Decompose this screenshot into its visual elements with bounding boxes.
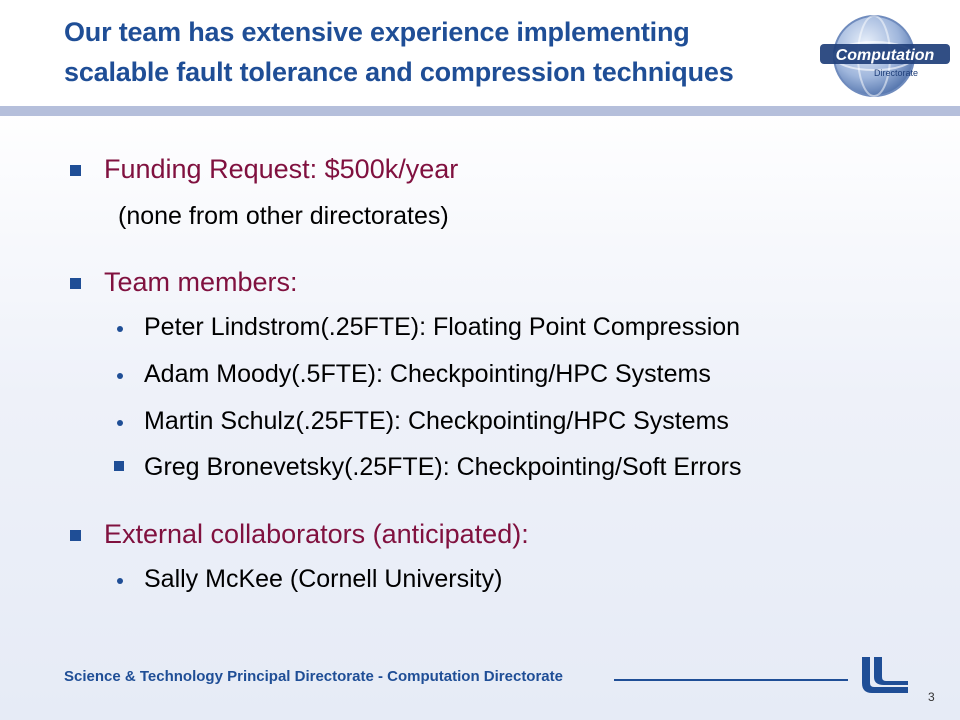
external-collaborators-heading: External collaborators (anticipated): (104, 519, 529, 549)
round-bullet-icon (117, 578, 123, 584)
round-bullet-icon (117, 420, 123, 426)
logo-text-sub: Directorate (873, 68, 919, 78)
funding-note: (none from other directorates) (118, 202, 449, 230)
square-bullet-icon (70, 278, 81, 289)
team-member-item: Adam Moody(.5FTE): Checkpointing/HPC Systems (144, 360, 711, 388)
round-bullet-icon (117, 326, 123, 332)
funding-request: Funding Request: $500k/year (104, 154, 459, 184)
square-bullet-icon (114, 461, 124, 471)
team-member-item: Martin Schulz(.25FTE): Checkpointing/HPC Systems (144, 407, 729, 435)
external-collaborator-item: Sally McKee (Cornell University) (144, 565, 503, 593)
team-member-item: Peter Lindstrom(.25FTE): Floating Point Compression (144, 313, 741, 341)
team-members-heading: Team members: (104, 267, 298, 297)
logo-text-main: Computation (835, 47, 935, 64)
square-bullet-icon (70, 165, 81, 176)
title-line-1: Our team has extensive experience implementing (64, 17, 690, 47)
footer-text: Science & Technology Principal Directorate - Computation Directorate (64, 668, 563, 685)
team-member-item: Greg Bronevetsky(.25FTE): Checkpointing/Soft Errors (144, 453, 742, 481)
title-line-2: scalable fault tolerance and compression techniques (64, 57, 734, 87)
round-bullet-icon (117, 373, 123, 379)
square-bullet-icon (70, 530, 81, 541)
page-number: 3 (928, 690, 935, 704)
footer-divider (614, 679, 848, 681)
llnl-logo-icon (860, 655, 910, 695)
